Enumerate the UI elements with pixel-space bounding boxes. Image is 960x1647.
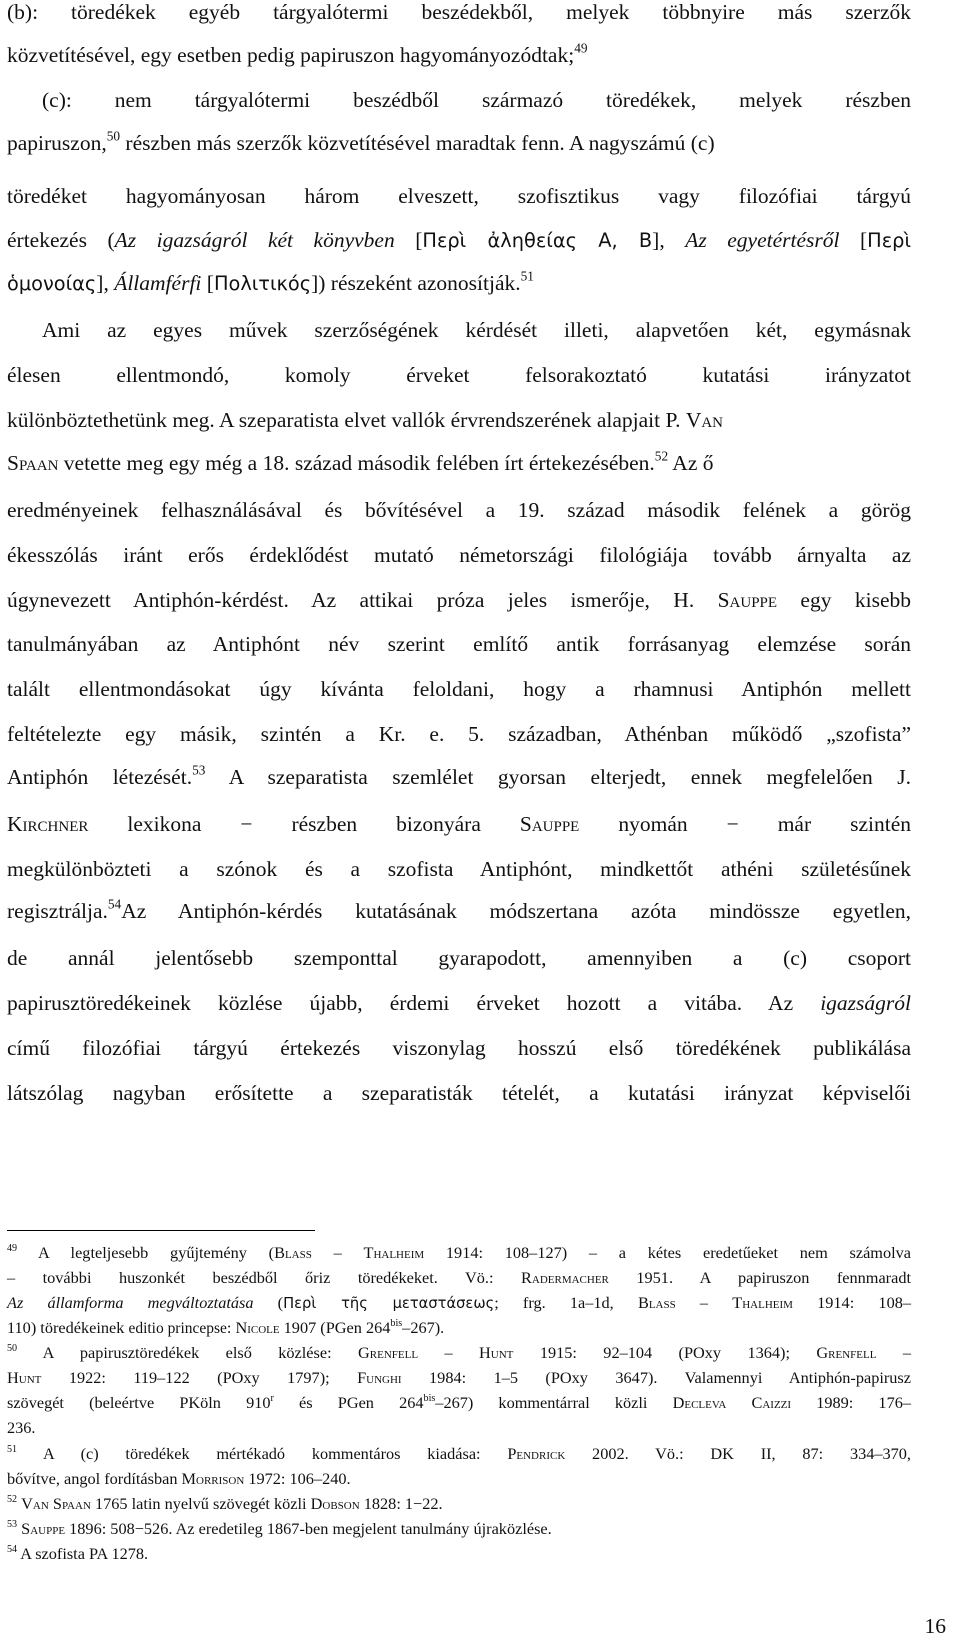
footnote-ref-50[interactable]: 50 [106,128,121,144]
page-number: 16 [924,1614,946,1638]
body-line-3: (c): nem tárgyalótermi beszédből származó töredékek, melyek részben [42,88,911,112]
footnote-number: 50 [7,1342,18,1354]
footnote-51-line-2: bővítve, angol fordításban Morrison 1972: 106–240. [7,1469,351,1488]
footnote-51-line-1: $^{51}$ A (c) töredékek mértékadó kommentáros kiadása: Pendrick 2002. Vö.: DK II, 87: 334–370, [7,1443,911,1463]
footnote-53: $^{53}$ Sauppe 1896: 508−526. Az eredetileg 1867-ben megjelent tanulmány újraközlése. [7,1518,552,1538]
footnote-number: 54 [7,1543,18,1555]
body-line-5: töredéket hagyományosan három elveszett, szofisztikus vagy filozófiai tárgyú [7,184,911,208]
footnote-number: 51 [7,1443,18,1455]
body-line-12: eredményeinek felhasználásával és bővítésével a 19. század második felének a görög [7,498,911,522]
footnote-separator [7,1230,315,1231]
body-line-7: ὁμονοίας], Államférfi [Πολιτικός]) részeként azonosítják.$^{51}$ [7,268,534,295]
body-line-9: élesen ellentmondó, komoly érveket felsorakoztató kutatási irányzatot [7,363,911,387]
body-line-15: tanulmányában az Antiphónt név szerint említő antik forrásanyag elemzése során [7,632,911,656]
body-line-18: Antiphón létezését.$^{53}$ A szeparatista szemlélet gyorsan elterjedt, ennek megfelelően J. [7,762,911,789]
footnote-ref-49[interactable]: 49 [574,40,588,56]
body-line-11: Spaan vetette meg egy még a 18. század második felében írt értekezésében.$^{52}$ Az ő [7,448,714,475]
body-line-14: úgynevezett Antiphón-kérdést. Az attikai próza jeles ismerője, H. Sauppe egy kisebb [7,588,911,612]
body-line-21: regisztrálja.$^{54}$Az Antiphón-kérdés kutatásának módszertana azóta mindössze egyetlen, [7,896,911,923]
footnote-49-line-4: 110) töredékeinek editio princepse: Nicole 1907 (PGen $264^{bis}-267$). [7,1317,445,1337]
footnote-54: $^{54}$ A szofista PA 1278. [7,1543,149,1563]
body-line-4: papiruszon,$^{50}$ részben más szerzők közvetítésével maradtak fenn. A nagyszámú (c) [7,128,715,155]
footnote-50-line-2: Hunt 1922: 119–122 (POxy 1797); Funghi 1984: 1–5 (POxy 3647). Valamennyi Antiphón-papirusz [7,1368,911,1387]
body-line-6: értekezés (Az igazságról két könyvben [Περὶ ἀληθείας Α, Β], Az egyetértésről [Περὶ [7,228,911,252]
footnote-number: 49 [7,1242,18,1254]
body-line-16: talált ellentmondásokat úgy kívánta feloldani, hogy a rhamnusi Antiphón mellett [7,677,911,701]
footnote-ref-53[interactable]: 53 [192,762,206,778]
footnote-50-line-1: $^{50}$ A papirusztöredékek első közlése: Grenfell – Hunt 1915: 92–104 (POxy 1364); Grenfell – [7,1342,912,1362]
footnote-50-line-3: szövegét (beleértve PKöln 910$^r$ és PGen $264^{bis}-267$) kommentárral közli Decleva Caizzi 1989: 176– [7,1392,911,1412]
footnote-ref-51[interactable]: 51 [520,268,534,284]
body-line-24: című filozófiai tárgyú értekezés viszonylag hosszú első töredékének publikálása [7,1036,911,1060]
body-line-22: de annál jelentősebb szemponttal gyarapodott, amennyiben a (c) csoport [7,946,911,970]
body-line-17: feltételezte egy másik, szintén a Kr. e. 5. században, Athénban működő „szofista” [7,722,911,746]
footnote-49-line-1: $^{49}$ A legteljesebb gyűjtemény (Blass – Thalheim 1914: 108–127) – a kétes eredetűeket nem számolva [7,1242,911,1262]
body-line-8: Ami az egyes művek szerzőségének kérdését illeti, alapvetően két, egymásnak [42,318,911,342]
body-line-23: papirusztöredékeinek közlése újabb, érdemi érveket hozott a vitába. Az igazságról [7,991,911,1015]
footnote-number: 52 [7,1493,18,1505]
footnote-52: $^{52}$ Van Spaan 1765 latin nyelvű szövegét közli Dobson 1828: 1−22. [7,1493,443,1513]
footnote-number: 53 [7,1518,18,1530]
body-line-25: látszólag nagyban erősítette a szeparatisták tételét, a kutatási irányzat képviselői [7,1081,911,1105]
body-line-2: közvetítésével, egy esetben pedig papiruszon hagyományozódtak;$^{49}$ [7,40,588,67]
footnote-ref-54[interactable]: 54 [107,896,122,912]
body-line-10: különböztethetünk meg. A szeparatista elvet vallók érvrendszerének alapjait P. Van [7,408,724,432]
footnote-50-line-4: 236. [7,1418,36,1437]
footnote-ref-52[interactable]: 52 [654,448,669,464]
body-line-19: Kirchner lexikona − részben bizonyára Sauppe nyomán − már szintén [7,812,912,836]
footnote-49-line-2: – további huszonkét beszédből őriz töredékeket. Vö.: Radermacher 1951. A papiruszon fennmaradt [7,1268,911,1287]
body-line-1: (b): töredékek egyéb tárgyalótermi beszédekből, melyek többnyire más szerzők [7,0,911,24]
footnote-49-line-3: Az államforma megváltoztatása (Περὶ τῆς μεταστάσεως; frg. 1a–1d, Blass – Thalheim 1914: 108– [7,1293,911,1312]
body-line-20: megkülönbözteti a szónok és a szofista Antiphónt, mindkettőt athéni születésűnek [7,857,911,881]
body-line-13: ékesszólás iránt erős érdeklődést mutató németországi filológiája tovább árnyalta az [7,543,911,567]
